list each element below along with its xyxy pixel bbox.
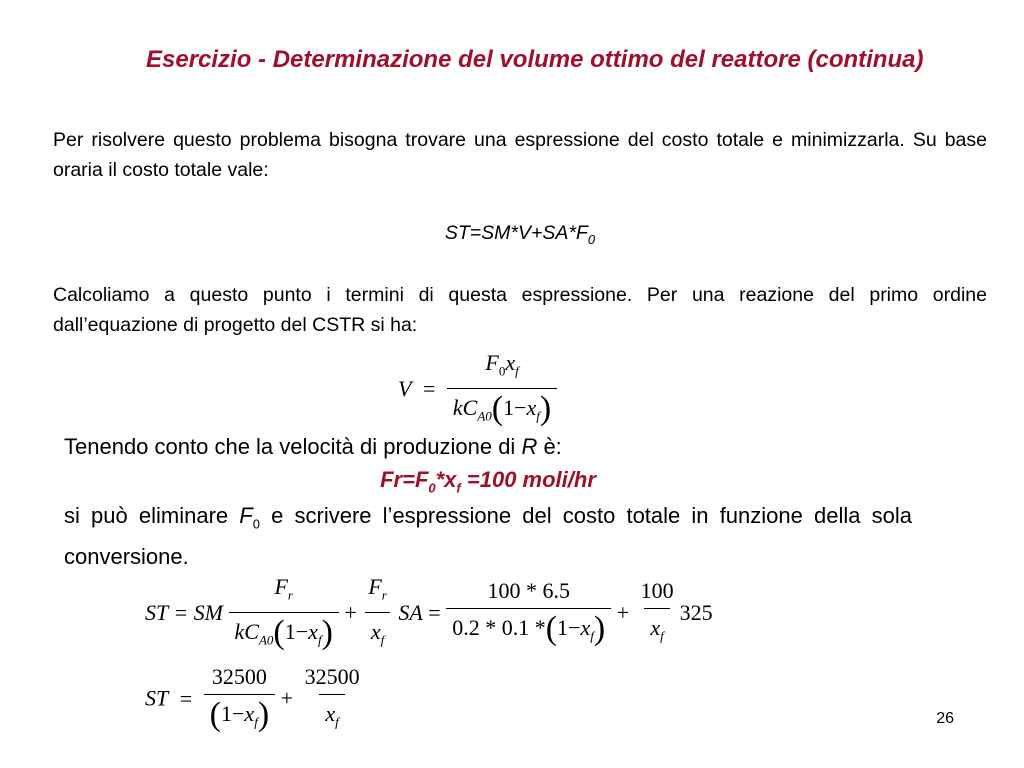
sub: A0 xyxy=(477,408,492,424)
fraction-numerator xyxy=(479,348,524,388)
fraction-1 xyxy=(204,662,275,739)
fraction-1 xyxy=(229,572,339,658)
text: 0.2 * 0.1 * xyxy=(452,615,546,641)
paren-close: ) xyxy=(593,610,606,648)
eq-equals: = xyxy=(422,375,436,401)
page-number: 26 xyxy=(936,710,954,727)
var: F xyxy=(368,574,382,599)
var: x xyxy=(244,701,255,726)
fraction-denominator xyxy=(446,608,611,653)
minus: − xyxy=(295,619,309,645)
constant: 325 xyxy=(679,599,713,625)
equals: = xyxy=(428,599,441,625)
sub: 0 xyxy=(428,480,436,496)
one: 1 xyxy=(503,395,515,421)
minus: − xyxy=(232,701,245,726)
sub: r xyxy=(287,587,293,603)
fraction-denominator xyxy=(447,388,557,433)
fraction-numerator xyxy=(362,572,393,612)
eq-lhs: V xyxy=(398,375,412,401)
paren-open: ( xyxy=(545,610,558,648)
equation-subscript: 0 xyxy=(587,231,596,247)
sub: f xyxy=(660,628,664,644)
sub: f xyxy=(254,714,258,730)
equation-total-cost xyxy=(53,218,987,255)
eq-lhs: ST xyxy=(145,685,169,711)
equation-total-cost-final xyxy=(145,662,366,739)
sub: f xyxy=(456,480,461,496)
fraction-4 xyxy=(635,576,680,653)
plus: + xyxy=(344,599,357,625)
var: x xyxy=(370,619,381,645)
sub: f xyxy=(380,632,385,648)
paragraph-eliminate xyxy=(64,499,912,573)
var-F: F xyxy=(485,350,499,375)
fraction-numerator: 100 xyxy=(640,578,674,604)
text: Fr=F xyxy=(380,467,429,492)
fraction-3 xyxy=(446,576,611,653)
paren-open: ( xyxy=(209,696,221,733)
var: x xyxy=(308,619,318,645)
var: x xyxy=(325,701,336,726)
volume-fraction xyxy=(447,348,557,434)
paragraph-production-rate xyxy=(64,430,912,463)
equation-volume xyxy=(398,348,557,434)
paren-close: ) xyxy=(321,614,333,652)
sub: f xyxy=(335,714,339,730)
fraction-denominator xyxy=(204,694,275,739)
fraction-2 xyxy=(299,662,366,739)
sub: f xyxy=(317,632,322,648)
var-x: x xyxy=(505,350,516,375)
text: Tenendo conto che la velocità di produzione di xyxy=(64,434,522,459)
sub: f xyxy=(515,363,519,379)
sub: 0 xyxy=(252,516,260,532)
sub: f xyxy=(536,408,540,424)
equation-total-cost-expanded xyxy=(145,572,713,658)
var: x xyxy=(650,615,661,641)
var: kC xyxy=(234,619,259,645)
fraction-2 xyxy=(362,572,393,658)
fraction-denominator xyxy=(319,694,344,739)
fraction-numerator: 100 * 6.5 xyxy=(487,578,570,604)
slide-title: Esercizio - Determinazione del volume ottimo del reattore (continua) xyxy=(146,46,924,73)
var-k: k xyxy=(452,395,463,421)
paren-open: ( xyxy=(273,614,285,652)
var-F: F xyxy=(239,503,253,528)
minus: − xyxy=(514,395,527,421)
minus: − xyxy=(568,615,581,641)
var-SA: SA xyxy=(398,599,423,625)
paren-open: ( xyxy=(491,390,504,428)
fraction-numerator xyxy=(268,572,299,612)
eq-lhs: ST = SM xyxy=(145,599,224,625)
sub: A0 xyxy=(258,632,274,648)
fraction-denominator xyxy=(644,608,669,653)
sub: f xyxy=(590,628,594,644)
one: 1 xyxy=(557,615,569,641)
var-x: x xyxy=(526,395,537,421)
one: 1 xyxy=(221,701,232,726)
fraction-denominator xyxy=(229,612,339,657)
var: x xyxy=(580,615,591,641)
fraction-numerator: 32500 xyxy=(211,664,267,689)
paragraph-intro: Per risolvere questo problema bisogna trovare una espressione del costo totale e minimizzarla. Su base oraria il costo totale vale: xyxy=(53,129,987,181)
text: e scrivere l’espressione del costo totale in funzione della sola conversione. xyxy=(64,503,913,570)
plus: + xyxy=(616,599,630,625)
paragraph-cstr: Calcoliamo a questo punto i termini di questa espressione. Per una reazione del primo ordine dall’equazione di progetto del CSTR si ha: xyxy=(53,284,987,336)
paren-close: ) xyxy=(257,696,270,733)
sub: 0 xyxy=(498,363,506,379)
var-R: R xyxy=(521,434,538,459)
sub: r xyxy=(381,587,387,603)
paren-close: ) xyxy=(539,390,552,428)
equation-text: ST=SM*V+SA*F xyxy=(444,222,588,244)
one: 1 xyxy=(284,619,296,645)
plus: + xyxy=(280,685,294,711)
text: =100 moli/hr xyxy=(460,467,596,492)
text: è: xyxy=(537,434,562,459)
text: *x xyxy=(435,467,457,492)
text: si può eliminare xyxy=(64,503,240,528)
fraction-numerator: 32500 xyxy=(304,664,360,689)
var: F xyxy=(274,574,288,599)
var-C: C xyxy=(462,395,478,421)
equals: = xyxy=(179,685,193,711)
fraction-denominator xyxy=(365,612,390,657)
